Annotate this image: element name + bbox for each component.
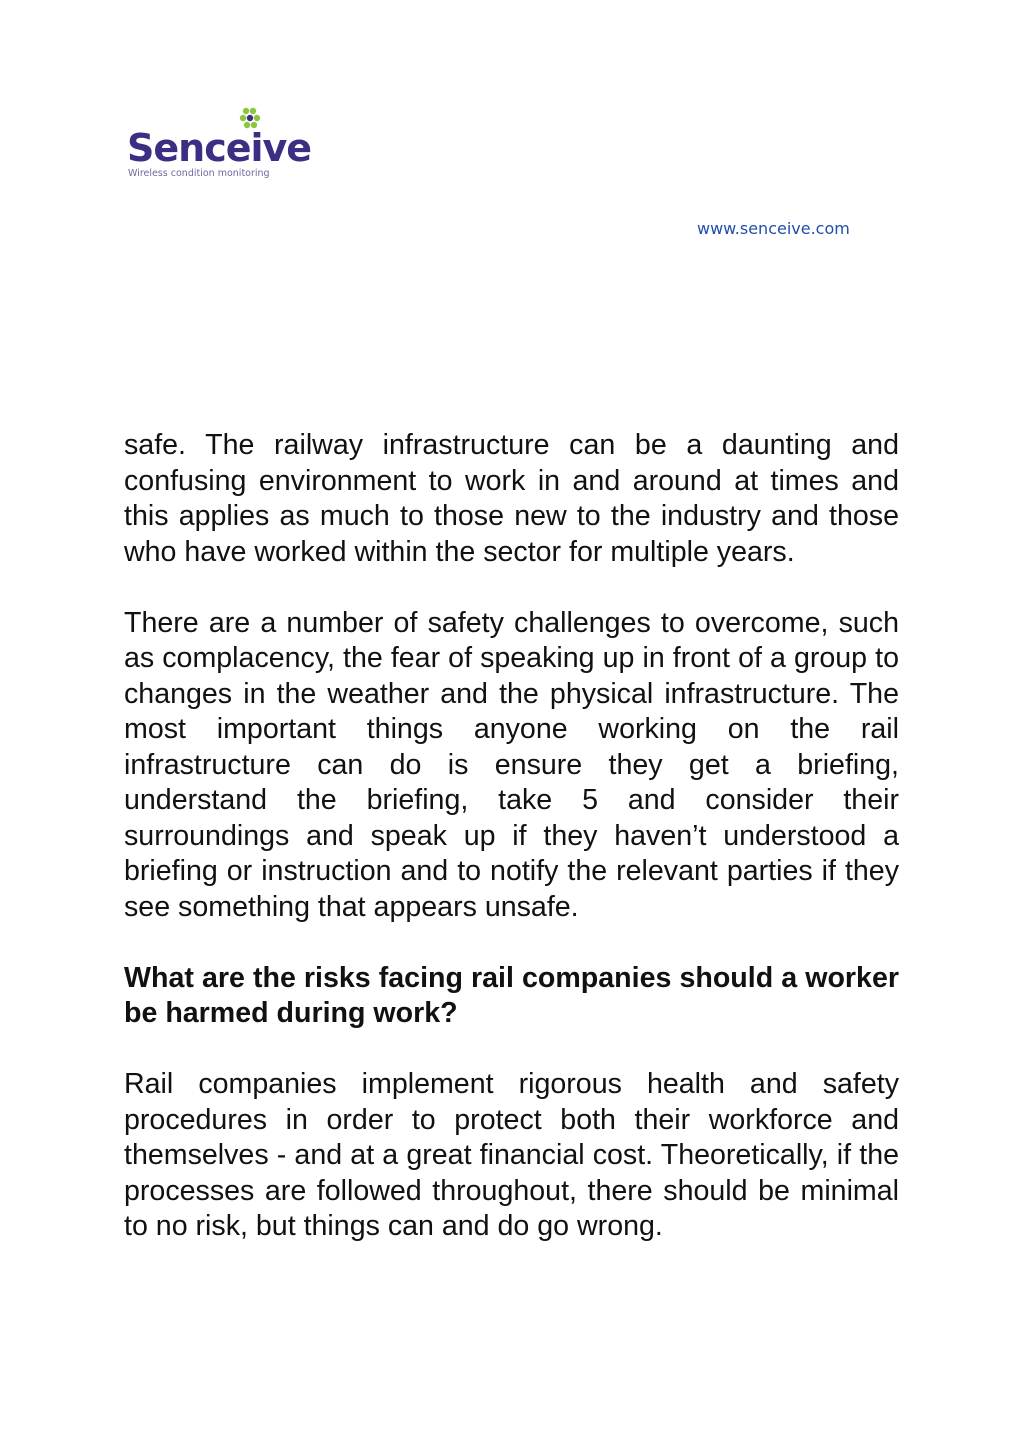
logo-wordmark: Senceive [127,126,312,170]
paragraph: safe. The railway infrastructure can be a daunting and confusing environment to work in and around at times and this applies as much to those new to the industry and those who have worked within the sector for multiple years. [124,429,899,568]
website-link[interactable]: www.senceive.com [697,219,850,238]
paragraph: There are a number of safety challenges to overcome, such as complacency, the fear of speaking up in front of a group to changes in the weather and the physical infrastructure. The most important things anyone working on the rail infrastructure can do is ensure they get a briefing, understand the briefing, take 5 and consider their surroundings and speak up if they haven’t understood a briefing or instruction and to notify the relevant parties if they see something that appears unsafe. [124,606,899,923]
section-heading: What are the risks facing rail companies should a worker be harmed during work? [124,961,899,1029]
logo-tagline: Wireless condition monitoring [128,168,270,179]
paragraph: Rail companies implement rigorous health and safety procedures in order to protect both their workforce and themselves - and at a great financial cost. Theoretically, if the processes are followed throughout, there should be minimal to no risk, but things can and do go wrong. [124,1068,899,1242]
senceive-logo [127,106,312,182]
document-body [124,428,899,1280]
